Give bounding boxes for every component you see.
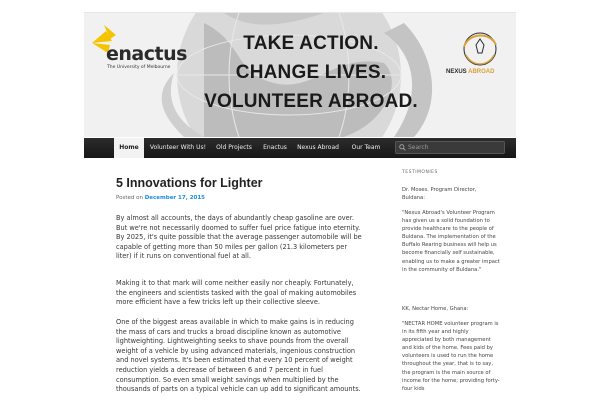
post-title[interactable]: 5 Innovations for Lighter [116, 176, 263, 190]
nav-enactus[interactable]: Enactus [263, 144, 287, 151]
nexus-abroad-logo-icon [450, 27, 510, 97]
testimony-2-author: KK, Nectar Home, Ghana: [402, 306, 469, 312]
nav-old-projects[interactable]: Old Projects [216, 144, 252, 151]
post-paragraph-3: One of the biggest areas available in which to make gains is in reducing the mass of cars and trucks a broad discipline known as automotive lightweighting. Lightweighting seeks to shave pounds from the overall weight of a vehicle by using advanced materials, ingenious construction and novel systems. It's been estimated that every 10 percent of weight reduction yields a decrease of between 6 and 7 percent in fuel consumption. So even small weight savings when multiplied by the thousands of parts on a typical vehicle can up add to significant amounts. [116, 318, 361, 394]
testimony-1-author: Dr. Moses. Program Director, Buldana: [402, 187, 477, 202]
post-paragraph-1: By almost all accounts, the days of abundantly cheap gasoline are over. But we're not necessarily doomed to suffer fuel price fatigue into eternity. By 2025, it's quite possible that the average passenger automobile will be capable of getting more than 50 miles per gallon (21.3 kilometers per liter) if it runs on conventional fuel at all. [116, 214, 362, 261]
post-date-link[interactable]: December 17, 2015 [144, 195, 206, 201]
tagline-line-1: TAKE ACTION. [243, 33, 379, 54]
top-strip [0, 0, 600, 12]
post-meta [116, 195, 205, 201]
nav-home[interactable]: Home [114, 138, 144, 158]
header-banner [84, 13, 516, 137]
search-icon [399, 144, 406, 151]
nav-our-team[interactable]: Our Team [351, 144, 381, 151]
nav-volunteer-with-us[interactable]: Volunteer With Us! [149, 144, 207, 151]
enactus-wordmark: enactus [106, 43, 187, 65]
posted-label: Posted on [116, 195, 143, 201]
main-navigation [84, 138, 516, 158]
tagline-line-3: VOLUNTEER ABROAD. [204, 91, 418, 112]
testimony-2-quote: "NECTAR HOME volunteer program is in its fifth year and highly appreciated by both management and kids of the home. Fees paid by volunteers is used to run the home throughout the year, that is to say, the program is the main source of income for the home; providing forty-four kids [402, 321, 500, 392]
nexus-word: NEXUS [446, 69, 467, 75]
post-paragraph-2: Making it to that mark will come neither easily nor cheaply. Fortunately, the engineers and scientists tasked with the goal of making automobiles more efficient have a few tricks left up their collective sleeve. [116, 279, 357, 307]
nav-nexus-abroad[interactable]: Nexus Abroad [297, 144, 339, 151]
testimony-1-quote: "Nexus Abroad's Volunteer Program has given us a solid foundation to provide healthcare to the people of Buldana. The implementation of the Buffalo Rearing business will help us become financially self sustainable, enabling us to make a greater impact in the community of Buldana." [402, 210, 500, 273]
sidebar-heading: TESTIMONIES [402, 170, 438, 175]
enactus-subtitle: The University of Melbourne [107, 65, 171, 70]
search-placeholder: Search [408, 144, 429, 151]
abroad-word: ABROAD [468, 69, 495, 75]
tagline-line-2: CHANGE LIVES. [235, 62, 387, 83]
nexus-abroad-wordmark [446, 69, 516, 75]
search-input[interactable] [395, 141, 505, 154]
